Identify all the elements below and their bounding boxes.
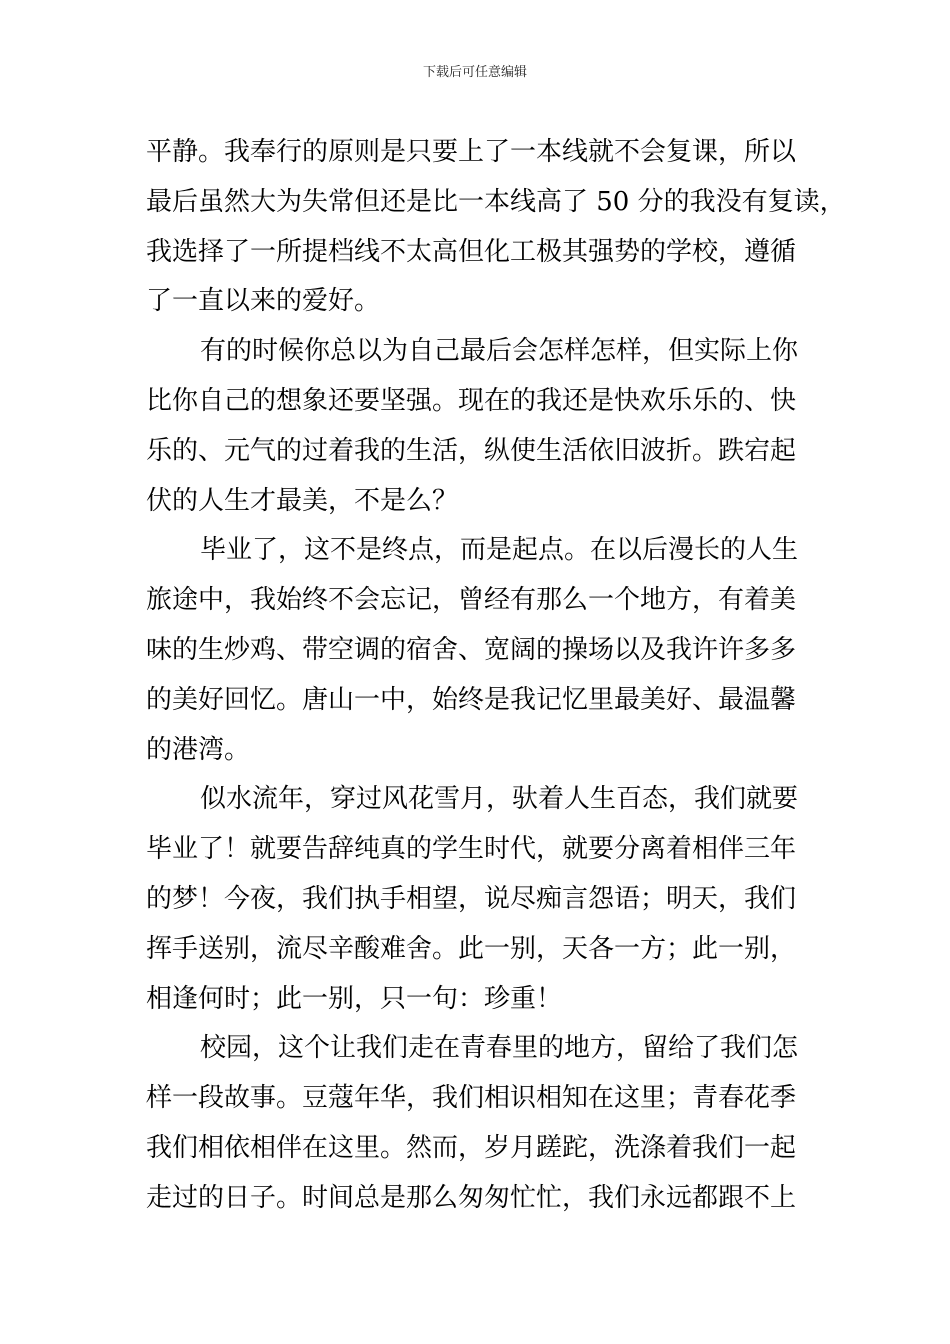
text-line: 校园，这个让我们走在青春里的地方，留给了我们怎 bbox=[200, 1033, 799, 1064]
document-body bbox=[146, 128, 846, 1224]
text-line: 我选择了一所提档线不太高但化工极其强势的学校，遵循 bbox=[146, 236, 797, 267]
text-line: 乐的、元气的过着我的生活，纵使生活依旧波折。跌宕起 bbox=[146, 435, 797, 466]
text-line: 毕业了！就要告辞纯真的学生时代，就要分离着相伴三年 bbox=[146, 834, 797, 865]
text-line: 旅途中，我始终不会忘记，曾经有那么一个地方，有着美 bbox=[146, 585, 797, 616]
text-line: 相逢何时；此一别，只一句：珍重！ bbox=[146, 983, 563, 1014]
text-line: 似水流年，穿过风花雪月，驮着人生百态，我们就要 bbox=[200, 784, 799, 815]
text-line: 味的生炒鸡、带空调的宿舍、宽阔的操场以及我许许多多 bbox=[146, 634, 797, 665]
text-line: 我们相依相伴在这里。然而，岁月蹉跎，洗涤着我们一起 bbox=[146, 1132, 797, 1163]
text-line: 的美好回忆。唐山一中，始终是我记忆里最美好、最温馨 bbox=[146, 684, 797, 715]
text-line: 最后虽然大为失常但还是比一本线高了 50 分的我没有复读， bbox=[146, 186, 846, 217]
text-line: 的梦！今夜，我们执手相望，说尽痴言怨语；明天，我们 bbox=[146, 883, 797, 914]
page-header: 下载后可任意编辑 bbox=[422, 65, 527, 80]
text-line: 平静。我奉行的原则是只要上了一本线就不会复课，所以 bbox=[146, 137, 797, 167]
text-line: 比你自己的想象还要坚强。现在的我还是快欢乐乐的、快 bbox=[146, 385, 797, 416]
text-line: 毕业了，这不是终点，而是起点。在以后漫长的人生 bbox=[200, 535, 799, 566]
text-line: 有的时候你总以为自己最后会怎样怎样，但实际上你 bbox=[200, 336, 799, 367]
text-line: 走过的日子。时间总是那么匆匆忙忙，我们永远都跟不上 bbox=[146, 1182, 797, 1213]
text-line: 伏的人生才最美，不是么？ bbox=[146, 485, 459, 516]
text-line: 挥手送别，流尽辛酸难舍。此一别，天各一方；此一别， bbox=[146, 933, 797, 964]
text-line: 的港湾。 bbox=[146, 734, 251, 765]
text-line: 了一直以来的爱好。 bbox=[146, 286, 381, 317]
text-line: 样一段故事。豆蔻年华，我们相识相知在这里；青春花季 bbox=[146, 1083, 797, 1114]
